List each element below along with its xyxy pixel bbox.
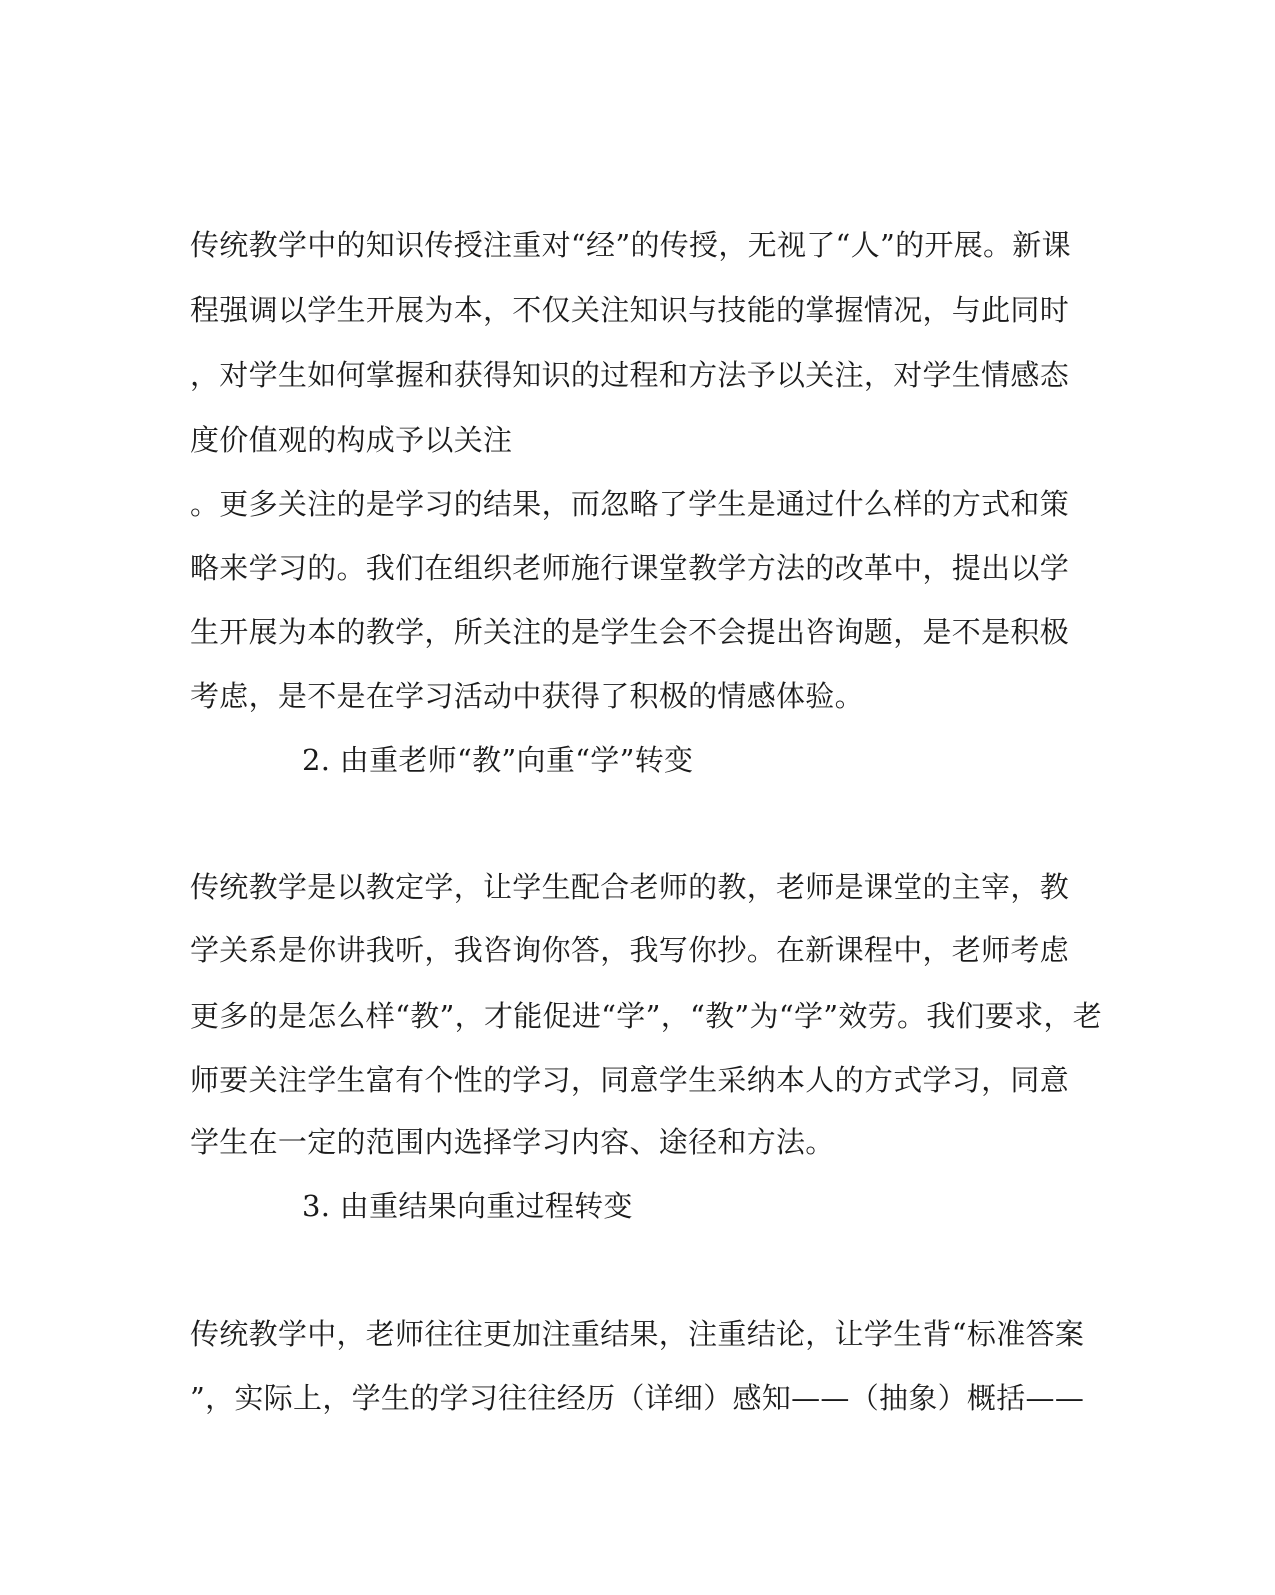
section-heading-2: 2. 由重老师“教”向重“学”转变 [302,743,694,777]
paragraph-1-line-1: 传统教学中的知识传授注重对“经”的传授，无视了“人”的开展。新课 [190,228,1071,262]
paragraph-3-line-4: 师要关注学生富有个性的学习，同意学生采纳本人的方式学习，同意 [190,1063,1070,1097]
paragraph-3-line-3: 更多的是怎么样“教”，才能促进“学”，“教”为“学”效劳。我们要求，老 [190,999,1103,1033]
paragraph-2-line-3: 生开展为本的教学，所关注的是学生会不会提出咨询题，是不是积极 [190,615,1070,649]
paragraph-1-line-3: ，对学生如何掌握和获得知识的过程和方法予以关注，对学生情感态 [190,358,1070,392]
paragraph-4-line-2: ”，实际上，学生的学习往往经历（详细）感知——（抽象）概括—— [190,1381,1085,1415]
paragraph-3-line-2: 学关系是你讲我听，我咨询你答，我写你抄。在新课程中，老师考虑 [190,933,1070,967]
paragraph-2-line-2: 略来学习的。我们在组织老师施行课堂教学方法的改革中，提出以学 [190,551,1070,585]
paragraph-3-line-1: 传统教学是以教定学，让学生配合老师的教，老师是课堂的主宰，教 [190,870,1070,904]
paragraph-4-line-1: 传统教学中，老师往往更加注重结果，注重结论，让学生背“标准答案 [190,1317,1085,1351]
paragraph-2-line-1: 。更多关注的是学习的结果，而忽略了学生是通过什么样的方式和策 [190,487,1070,521]
paragraph-2-line-4: 考虑，是不是在学习活动中获得了积极的情感体验。 [190,679,864,713]
paragraph-3-line-5: 学生在一定的范围内选择学习内容、途径和方法。 [190,1125,835,1159]
paragraph-1-line-4: 度价值观的构成予以关注 [190,423,513,457]
section-heading-3: 3. 由重结果向重过程转变 [302,1189,633,1223]
paragraph-1-line-2: 程强调以学生开展为本，不仅关注知识与技能的掌握情况，与此同时 [190,293,1070,327]
